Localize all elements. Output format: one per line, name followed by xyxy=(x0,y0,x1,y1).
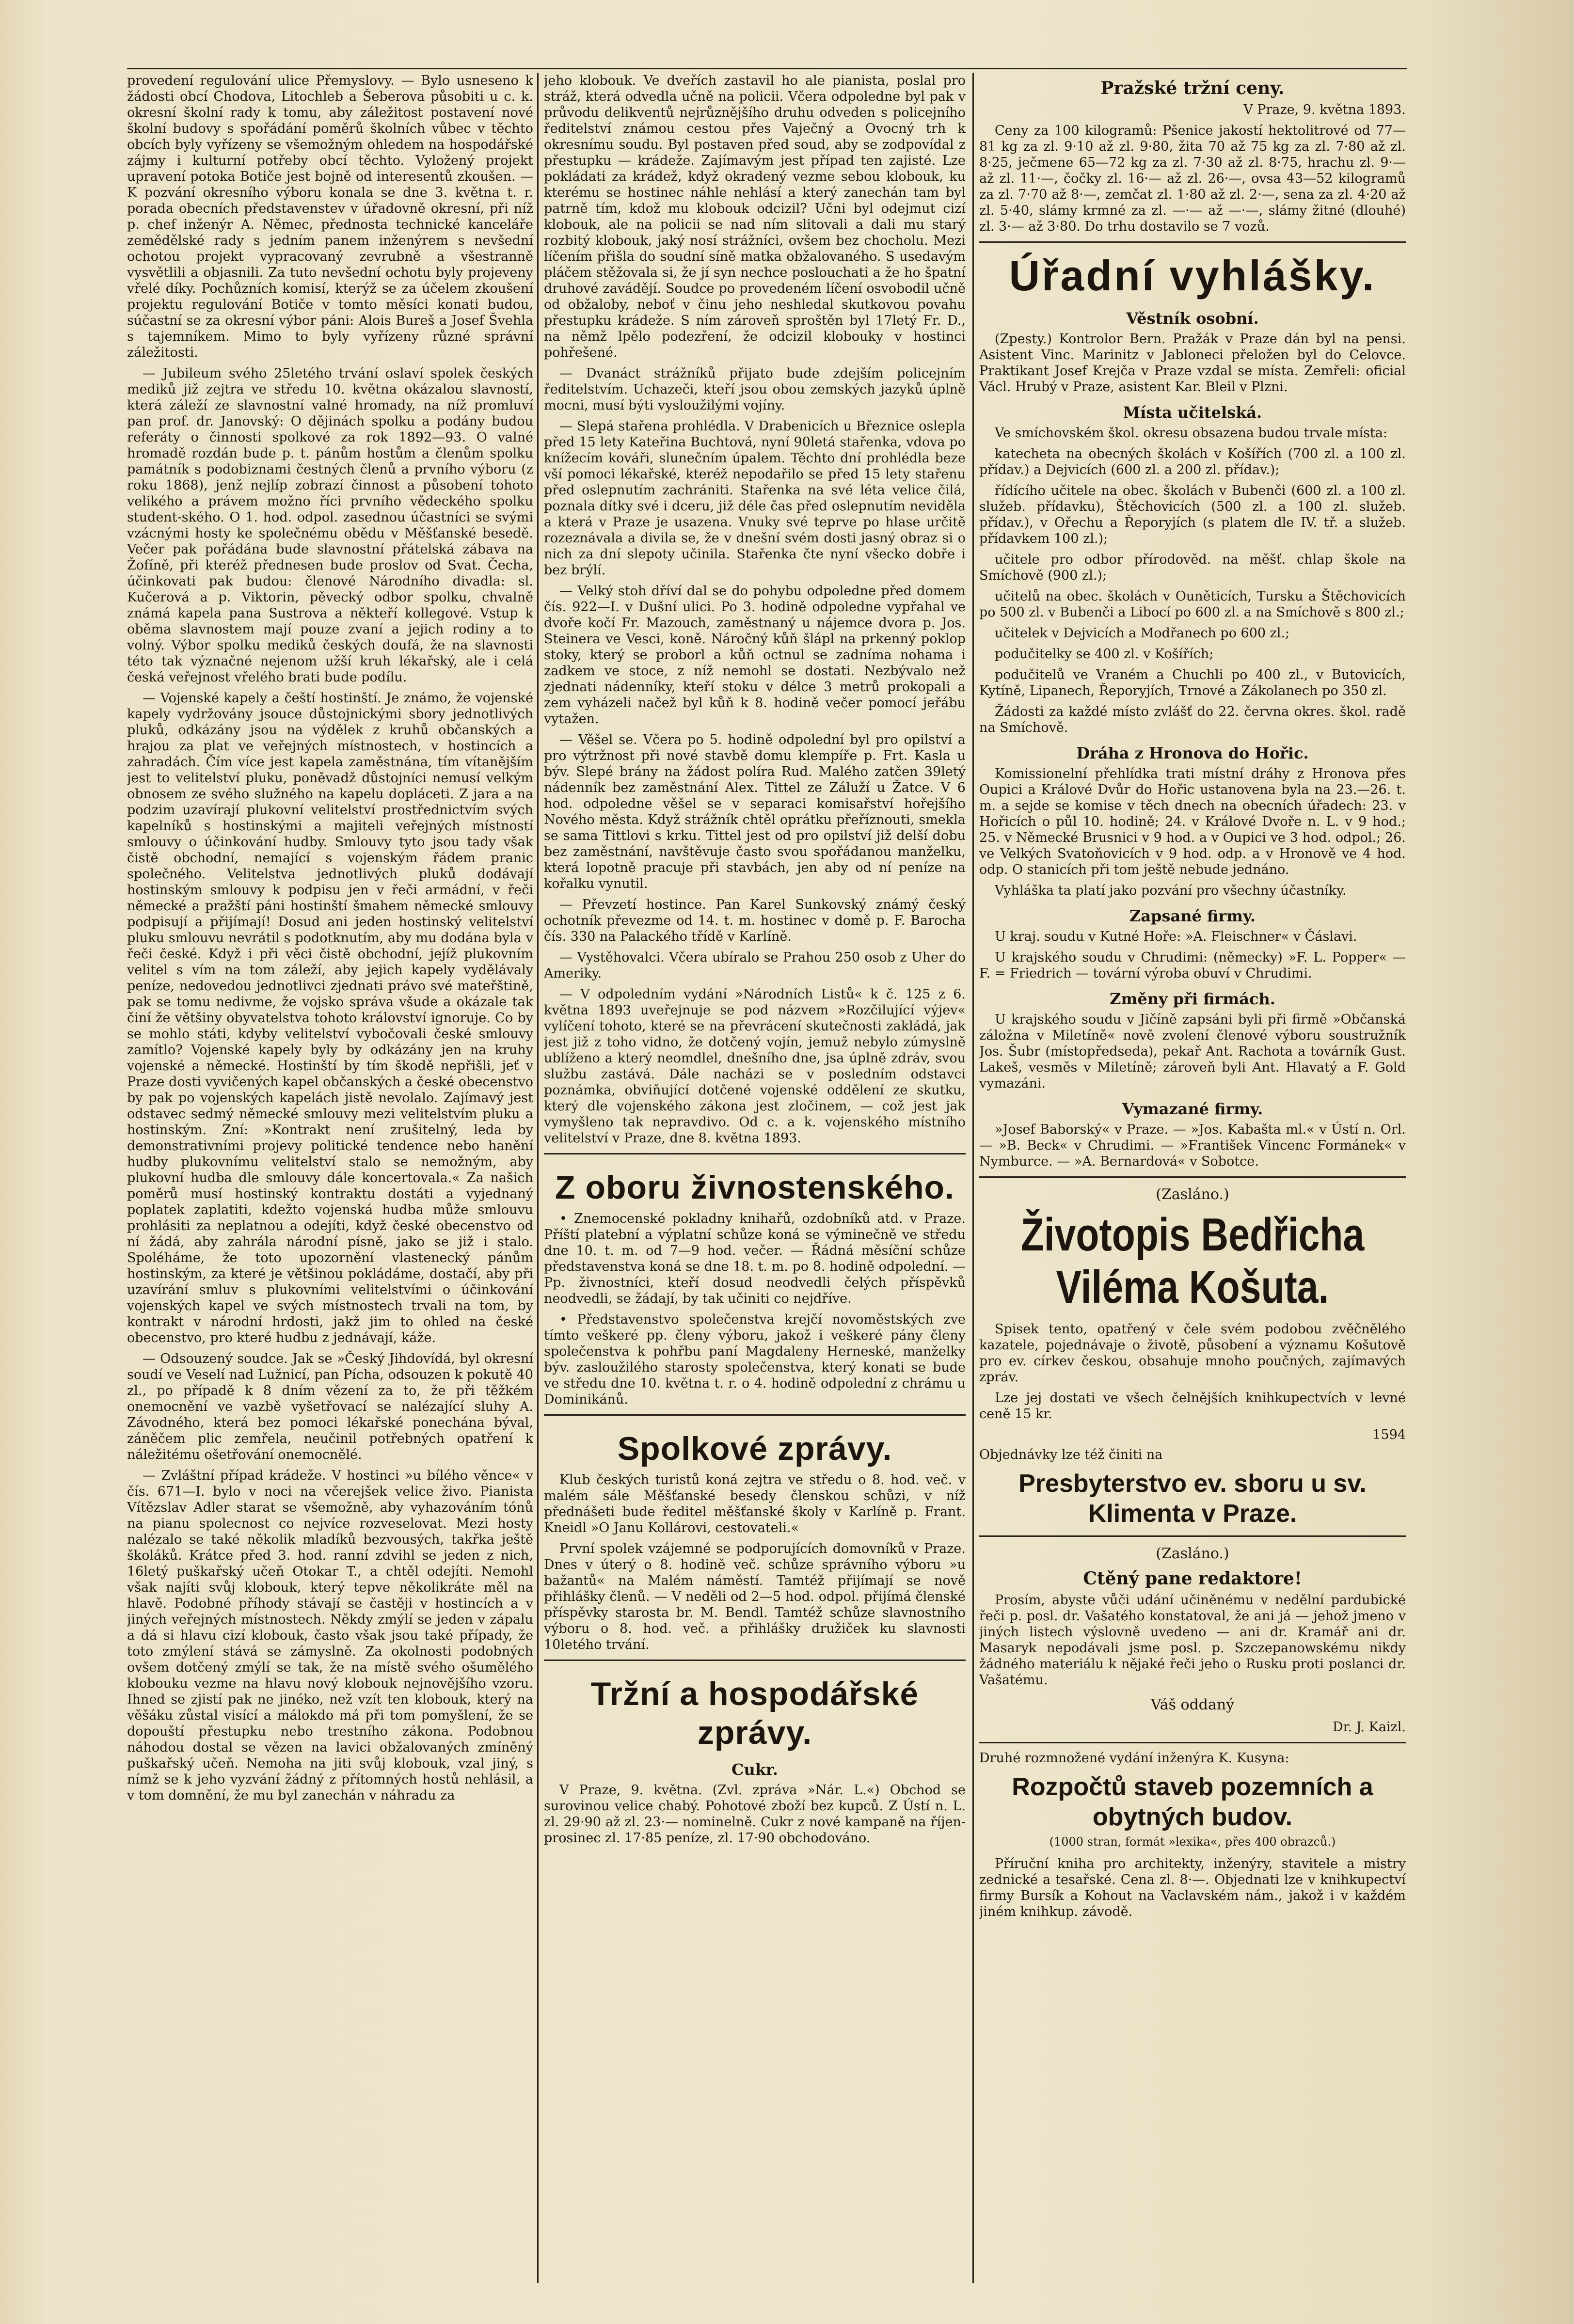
ad-number: 1594 xyxy=(1372,1427,1406,1442)
column-1 xyxy=(127,73,533,2283)
subheading-prices: Pražské tržní ceny. xyxy=(1100,78,1285,98)
subheading-deleted-firms: Vymazané firmy. xyxy=(1122,1100,1263,1118)
section-heading-trades: Z oboru živnostenského. xyxy=(555,1169,954,1206)
section-divider xyxy=(544,1153,966,1154)
column-3 xyxy=(979,73,1406,2283)
ad-text: Lze jej dostati ve všech čelnějších knihkupectvích v levné ceně 15 kr. xyxy=(979,1391,1406,1422)
report-sugar: V Praze, 9. května. (Zvl. zpráva »Nár. L.«) Obchod se surovinou velice chabý. Pohotové zboží bez kupců. Z Ústí n. L. zl. 29·90 až zl. 23·— nominelně. Cukr z nové kampaně na říjen-prosinec zl. 17·85 peníze, zl. 17·90 obchodováno. xyxy=(544,1783,966,1846)
article-inn: — Převzetí hostince. Pan Karel Sunkovský známý český ochotník převezme od 14. t. m. hostinec v domě p. F. Barocha čís. 330 na Palackého třídě v Karlíně. xyxy=(544,897,966,944)
section-divider xyxy=(979,1176,1406,1178)
article-emigrants: — Vystěhovalci. Včera ubíralo se Prahou 250 osob z Uher do Ameriky. xyxy=(544,950,966,981)
notice-janitors: První spolek vzájemné se podporujících domovníků v Praze. Dnes v úterý o 8. hodině več. schůze správního výboru »u bažantů« na Malém náměstí. Tamtéž přijímají se nově přihlášky členů. — V neděli od 2—5 hod. odpol. přijímá členské příspěvky starosta br. M. Bendl. Tamtéž schůze slavnostního výboru o 8. hod. več. a přihlášky družiček ku slavnosti 10letého trvání. xyxy=(544,1541,966,1652)
column-rule xyxy=(537,73,539,2283)
notice-teachers-item: podučitelky se 400 zl. v Košířích; xyxy=(995,647,1214,662)
notice-tourist-club: Klub českých turistů koná zejtra ve středu o 8. hod. več. v malém sále Měšťanské besedy členskou schůzi, v níž přednášeti bude ředitel měšťanské školy v Karlíně p. Frant. Kneidl »O Janu Kollárovi, cestovateli.« xyxy=(544,1472,966,1535)
notice-firm-change: U krajského soudu v Jičíně zapsáni byli při firmě »Občanská záložna v Miletíně« nově zvolení členové výboru soustružník Jos. Šubr (místopředseda), pekař Ant. Rachota a továrník Gust. Lakeš, vesměs v Miletíně; zároveň byli Ant. Hlavatý a F. Gold vymazáni. xyxy=(979,1012,1406,1091)
notice-personnel: (Zpesty.) Kontrolor Bern. Pražák v Praze dán byl na pensi. Asistent Vinc. Marinitz v Jabloneci přeložen byl do Celovce. Praktikant Josef Krejča v Praze vzdal se místa. Zemřeli: oficial Václ. Hrubý v Praze, asistent Kar. Bleil v Plzni. xyxy=(979,332,1406,395)
ad-label: (Zasláno.) xyxy=(1156,1186,1229,1203)
section-heading-market: Tržní a hospodářské zprávy. xyxy=(590,1676,919,1751)
column-2 xyxy=(544,73,966,2283)
notice-teachers: Ve smíchovském škol. okresu obsazena budou trvale místa: xyxy=(995,426,1388,441)
subheading-teachers: Místa učitelská. xyxy=(1123,403,1262,422)
section-heading-societies: Spolkové zprávy. xyxy=(617,1430,892,1467)
notice-teachers-item: učitelek v Dejvicích a Modřanech po 600 zl.; xyxy=(995,626,1290,641)
ad-text: Spisek tento, opatřený v čele svém podobou zvěčnělého kazatele, pojednávaje o životě, působení a významu Košutově pro ev. církev českou, obsahuje mnoho poučných, zajímavých zpráv. xyxy=(979,1322,1406,1385)
section-heading-official: Úřadní vyhlášky. xyxy=(1009,252,1376,300)
ad-heading: Druhé rozmnožené vydání inženýra K. Kusyna: xyxy=(979,1751,1289,1766)
article-hanging: — Věšel se. Včera po 5. hodině odpolední byl pro opilství a pro výtržnost při nové stavbě domu klempíře p. Frt. Kasla u býv. Slepé brány na žádost políra Rud. Malého zatčen 39letý nádenník bez zaměstnání Alex. Tittel ze Záluží u Žatce. V 6 hod. odpoledne věšel se v separaci komisařství hořejšího Nového města. Když strážník chtěl oprátku přeříznouti, smekla se sama Tittlovi s krku. Tittel jest od pro opilství již delší dobu bez zaměstnání, navštěvuje často svou spořádanou manželku, která lopotně pracuje při stavbách, jen aby od ní peníze na kořalku vynutil. xyxy=(544,732,966,891)
subheading-registered-firms: Zapsané firmy. xyxy=(1129,907,1256,925)
article-military-bands: — Vojenské kapely a čeští hostinští. Je známo, že vojenské kapely vydržovány jsouce důstojnickými sbory jednotlivých pluků, odkázány jsou na výdělek z kruhů občanských a hrajou za plat ve veřejných místnostech, v hostincích a zahradách. Čím více jest kapela zaměstnána, tím vítanějším jest to velitelství pluku, poněvadž důstojníci nemusí velkým obnosem ze svého služného na kapelu dopláceti. Z jara a na podzim uzavírají plukovní velitelství prostřednictvím svých kapelníků s hostinskými a majiteli veřejných místností smlouvy o účinkování hudby. Smlouvy tyto jsou tady však čistě obchodní, nemající s vojenským řádem pranic společného. Velitelstva jednotlivých pluků dodávají hostinským smlouvy k podpisu jen v řeči armádní, v řeči německé a pražští páni hostinští šmahem německé smlouvy podpisují a přijímají! Dosud ani jeden hostinský velitelství pluku smlouvu nevrátil s podotknutím, aby mu dodána byla v řeči české. Když i při věci čistě obchodní, jejíž plukovním velitel s vím na tom záleží, aby jejich kapely vydělávaly peníze, nedovedou jednotlivci zjednati právo své mateřštině, pak se tomu nedivme, že vojsko správa všude a okázale tak činí že většiny obyvatelstva tohoto království ignoruje. Co by se mohlo státi, kdyby velitelství vybočovali české smlouvy zamítlo? Vojenské kapely byly by odkázány jen na kruhy vojenské a německé. Hostinští by tím škodě nepřišli, jeť v Praze dosti vyvičených kapel občanských a české obecenstvo by pak po vojenských kapelách jistě nevolalo. Zajímavý jest odstavec sedmý německé smlouvy mezi velitelstvím pluku a hostinským. Zní: »Kontrakt není zrušitelný, leda by demonstrativními projevy politické tendence nebo hanění hudby plukovnímu velitelství stalo se nemožným, aby plukovní hudba dle smlouvy dále koncertovala.« Za našich poměrů musí hostinský kontraktu dostáti a vyjednaný poplatek zaplatiti, kdežto vojenská hudba může smlouvu prohlásiti za neplatnou a odejíti, když české obecenstvo od ní žádá, aby zahrála národní písně, jako se již i stalo. Spoléháme, že toto upozornění vlastenecký pánům hostinským, za které je většinou pokládáme, dostačí, aby při uzavírání smluv s plukovními velitelstvími o účinkování vojenských kapel ve svých místnostech trvali na tom, by kontrakt v národní hrdosti, jakž jim to ohled na české obecenstvo, pro které hudbu z jednávají, káže. xyxy=(127,691,533,1345)
notice-railway-invite: Vyhláška ta platí jako pozvání pro všechny účastníky. xyxy=(995,883,1347,898)
notice-tailors: • Představenstvo společenstva krejčí novoměstských zve tímto veškeré pp. členy výboru, jakož i veškeré pány členy společenstva k pohřbu paní Magdaleny Herneské, manželky býv. zasloužilého starosty společenstva, který konati se bude ve středu dne 10. května t. r. o 4. hodině odpolední z chrámu u Dominikánů. xyxy=(544,1312,966,1407)
subheading-personnel: Věstník osobní. xyxy=(1126,309,1259,328)
letter-salutation: Ctěný pane redaktore! xyxy=(1083,1568,1302,1589)
notice-firm: U krajského soudu v Chrudimi: (německy) »F. L. Popper« — F. = Friedrich — tovární výroba obuví v Chrudimi. xyxy=(979,950,1406,981)
notice-teachers-item: podučitelů ve Vraném a Chuchli po 400 zl., v Butovicích, Kytíně, Lipanech, Řeporyjích, Trnové a Zákolanech po 350 zl. xyxy=(979,667,1406,698)
section-divider xyxy=(979,241,1406,243)
section-divider xyxy=(979,1742,1406,1743)
ad-title-budgets: Rozpočtů staveb pozemních a obytných budov. xyxy=(1012,1773,1373,1831)
notice-sick-fund: • Znemocenské pokladny knihařů, ozdobníků atd. v Praze. Příští platební a výplatní schůze koná se výminečně ve středu dne 10. t. m. od 7—9 hod. večer. — Řádná měsíční schůze představenstva koná se dne 18. t. m. po 8. hodině odpolední. — Pp. živnostníci, kteří dosud neodvedli čelých příspěvků neodvedli, se žádají, by tak učiniti co nejdříve. xyxy=(544,1211,966,1306)
column-rule xyxy=(972,73,974,2283)
article-jubilee: — Jubileum svého 25letého trvání oslaví spolek českých mediků již zejtra ve středu 10. května okázalou slavností, která záleží ze slavnostní valné hromady, na níž promluví pan prof. dr. Janovský: O dějinách spolku a podány budou referáty o činnosti spolkové za rok 1892—93. O valné hromadě rozdán bude p. t. pánům hostům a členům spolku památník s podobiznami čestných členů a prvního výboru (z roku 1868), jenž nejlíp zobrazí činnost a působení tohoto velikého a právem možno říci prvního vědeckého spolku student-ského. O 1. hod. odpol. zasednou účastníci se svými vzácnými hosty ke společnému obědu v Měšťanské besedě. Večer pak pořádána bude slavnostní přátelská zábava na Žofíně, při kteréž přednesen bude proslov od Svat. Čecha, účinkovati pak budou: členové Národního divadla: sl. Kučerová a p. Viktorin, pěvecký odbor spolku, chvalně známá kapela pana Sustrova a někteří kollegové. Vstup k oběma slavnostem mají pouze zvaní a jejich rodiny a to volný. Výbor spolku mediků českých doufá, že na slavnosti této tak význačné nejenom užší kruh lékařský, ale i celá česká veřejnost vřelého brati bude podílu. xyxy=(127,366,533,685)
dateline: V Praze, 9. května 1893. xyxy=(1243,102,1406,117)
notice-teachers-item: učitelů na obec. školách v Ouněticích, Tursku a Štěchovicích po 500 zl. v Bubenči a Libocí po 600 zl. a na Smíchově s 800 zl.; xyxy=(979,589,1406,620)
notice-deleted-firms: »Josef Baborský« v Praze. — »Jos. Kabašta ml.« v Ústí n. Orl. — »B. Beck« v Chrudimi. — »František Vincenc Formánek« v Nymburce. — »A. Bernardová« v Sobotce. xyxy=(979,1122,1406,1169)
notice-teachers-item: učitele pro odbor přírodověd. na měšť. chlap škole na Smíchově (900 zl.); xyxy=(979,552,1406,583)
section-divider xyxy=(544,1660,966,1661)
subheading-firm-changes: Změny při firmách. xyxy=(1110,990,1275,1008)
ad-text: Příruční kniha pro architekty, inženýry, stavitele a mistry zednické a tesařské. Cena zl. 8·—. Objednati lze v knihkupectví firmy Bursík a Kohout na Vaclavském nám., jakož i v každém jiném knihkup. závodě. xyxy=(979,1856,1406,1919)
article-text: provedení regulování ulice Přemyslovy. — Bylo usneseno k žádosti obcí Chodova, Litochleb a Šeberova působiti u c. k. okresní školní rady k tomu, aby záležitost postavení nové školní budovy s spořádání poměrů školních vůbec v těchto obcích byly vyřízeny se všemožným ohledem na hospodářské zájmy i kulturní potřeby obcí těchto. Vyložený projekt upravení potoka Botiče jest bojně od interesentů zkoušen. — K pozvání okresního výboru konala se dne 3. května t. r. porada obecních představenstev v úřadovně okresní, při níž p. chef inženýr A. Němec, přednosta technické kanceláře zemědělské rady s jedním panem inženýrem s nevšední ochotou projekt vypracovaný zevrubně a všestranně vysvětlili a objasnili. Za tuto nevšední ochotu byly projeveny vřelé díky. Pochůzních komisí, kterýž se za účelem zkoušení projektu regulování Botiče v tomto měsíci konati budou, súčastní se za okresní výbor páni: Alois Bureš a Josef Švehla s tajemníkem. Mimo to byly vyřízeny různé správní záležitosti. xyxy=(127,73,533,360)
ad-presbytery: Presbyterstvo ev. sboru u sv. Klimenta v Praze. xyxy=(1018,1470,1367,1528)
report-prices: Ceny za 100 kilogramů: Pšenice jakostí hektolitrové od 77—81 kg za zl. 9·10 až zl. 9·80, žita 70 až 75 kg za zl. 7·80 až zl. 8·25, ječmene 65—72 kg za zl. 7·30 až zl. 8·75, hrachu zl. 9·— až zl. 11·—, čočky zl. 16·— až zl. 26·—, ovsa 43—52 kilogramů za zl. 7·70 až 8·—, zemčat zl. 1·80 až zl. 2·—, sena za zl. 4·20 až zl. 5·40, slámy krmné za zl. —·— až —·—, slámy žitné (dlouhé) zl. 3·— až 3·80. Do trhu dostavilo se 7 vozů. xyxy=(979,123,1406,234)
article-horse: — Velký stoh dříví dal se do pohybu odpoledne před domem čís. 922—I. v Dušní ulici. Po 3. hodině odpoledne vypřahal ve dvoře kočí Fr. Mazouch, zaměstnaný u nájemce dvora p. Jos. Steinera ve Vesci, koně. Náročný kůň šlápl na prkenný poklop stoky, který se proborl a kůň octnul se zadníma nohama i zadkem ve stoce, z níž nemohl se dostati. Nezbývalo než zjednati nádenníky, kteří stoku v délce 3 metrů prokopali a zem vyházeli načež byl kůň k 8. hodině večer pomocí jeřábu vytažen. xyxy=(544,584,966,727)
article-theft: — Zvláštní případ krádeže. V hostinci »u bílého věnce« v čís. 671—I. bylo v noci na včerejšek velice živo. Pianista Vítězslav Adler starat se všemožně, aby vyhazováním tónů na pianu spolecnost co nejvíce rozveselovat. Mezi hosty nalézalo se také několik mladíků bezvousých, takřka ještě školáků. Krátce před 3. hod. ranní zdvihl se jeden z nich, 16letý puškařský učeň Otokar T., a chtěl odejíti. Nemohl však najíti svůj klobouk, který tepve několikráte měl na hlavě. Podobné příhody stávají se častěji v hostincích a v jiných veřejných místnostech. Někdy zmýlí se jeden v zápalu a dá si hlavu cizí klobouk, často však jsou také případy, že toto zmýlení stává se zámyslně. Za okolnosti podobných ovšem dotčený zmýlí se tak, že na místě svého ošumělého klobouku vezme na hlavu nový klobouk nejnovějšího vzoru. Ihned se zjistí pak ne jinéko, než vzít ten klobouk, který na věšáku zůstal visící a málokdo má při tom pomyšlení, že se dopouští přestupku nebo trestního zákona. Podobnou náhodou dostal se vězen na lavici obžalovaných zmíněný puškařský učeň. Nemoha na jiti svůj klobouk, vzal jiný, s nímž se k jeho vyzvání žádný z přítomných hostů nehlásil, a v tom domnění, že mu byl zanechán v náhradu za xyxy=(127,1468,533,1803)
notice-firm: U kraj. soudu v Kutné Hoře: »A. Fleischner« v Čáslavi. xyxy=(995,929,1357,944)
ad-title-biography: Životopis Bedřicha Viléma Košuta. xyxy=(1020,1209,1365,1313)
top-rule xyxy=(127,68,1407,69)
letter-closing: Váš oddaný xyxy=(1150,1696,1235,1713)
notice-railway: Komissionelní přehlídka trati místní dráhy z Hronova přes Oupici a Králové Dvůr do Hořic ustanovena byla na 23.—26. t. m. a sejde se komise v těch dnech na obecních úřadech: 23. v Hořicích o půl 10. hodině; 24. v Králové Dvoře n. L. v 9 hod.; 25. v Německé Brusnici v 9 hod. a v Oupici ve 3 hod. odpol.; 26. ve Velkých Svatoňovicích v 9 hod. odp. a v Hronově ve 4 hod. odp. O stanicích při tom ještě nebude jednáno. xyxy=(979,766,1406,877)
subheading-sugar: Cukr. xyxy=(731,1760,778,1779)
article-blind-woman: — Slepá stařena prohlédla. V Drabenicích u Březnice oslepla před 15 lety Kateřina Buchtová, nyní 90letá stařenka, vdova po knížecím kováři, slunečním úpalem. Těchto dní prohlédla beze vší pomoci lékařské, kteréž nepodařilo se před 15 lety stařenu před oslepnutím zachrániti. Stařenka na své léta velice čilá, poznala dítky své i dceru, již déle čas před oslepnutím neviděla a která v Praze je usazena. Vnuky své teprve po hlase určitě rozeznávala a divila se, že v dnešní svém dosti jasný obraz si o nich za dní slepoty učinila. Stařenka čte nyní všecko dobře i bez brýlí. xyxy=(544,419,966,578)
section-divider xyxy=(544,1414,966,1416)
letter-signature: Dr. J. Kaizl. xyxy=(1333,1720,1406,1735)
subheading-railway: Dráha z Hronova do Hořic. xyxy=(1076,744,1309,762)
notice-teachers-deadline: Žádosti za každé místo zvlášť do 22. června okres. škol. radě na Smíchově. xyxy=(979,704,1406,735)
article-judge: — Odsouzený soudce. Jak se »Český Jihdovídá, byl okresní soudí ve Veselí nad Lužnicí, pan Pícha, odsouzen k pokutě 40 zl., po případě k 8 dním vězení za to, že při těžkém onemocnění ve vazbě vyšetřovací se nalézající sluhy A. Závodného, která bez pomoci lékařské ponechána býval, záněčem plic zemřela, neučinil potřebných opatření k náležitému ošetřování onemocnělé. xyxy=(127,1351,533,1462)
ad-text: Objednávky lze též činiti na xyxy=(979,1447,1163,1462)
article-theft-cont: jeho klobouk. Ve dveřích zastavil ho ale pianista, poslal pro stráž, která odvedla učně na policii. Včera odpoledne byl pak v průvodu delikventů nejrůznějšího druhu odveden s policejního ředitelství známou cestou přes Vaječný a Ovocný trh k okresnímu soudu. Byl postaven před soud, aby se zodpovídal z přestupku — krádeže. Zajímavým jest případ ten zajisté. Lze pokládati za krádež, když okradený vezme sebou klobouk, ku kterému se hostinec náhle nehlásí a který zanechán tam byl patrně tím, kdož mu klobouk odcizil? Učni byl odejmut cizí klobouk, ale na policii se nad ním slitovali a dali mu starý rozbitý klobouk, jaký nosí strážníci, ovšem bez chocholu. Mezi líčením přišla do soudní síně matka obžalovaného. S usedavým pláčem stěžovala si, že jí syn nechce poslouchati a že ho špatní druhové zavádějí. Soudce po provedeném líčení osvobodil učně od obžaloby, neboť v činu jeho neshledal skutkovou povahu přestupku krádeže. S ním zároveň sproštěn byl 17letý Fr. D., na němž lpělo podezření, že odcizil klobouky v hostinci pohřešené. xyxy=(544,73,966,360)
notice-teachers-item: katecheta na obecných školách v Košířích (700 zl. a 100 zl. přídav.) a Dejvicích (600 zl. a 200 zl. přídav.); xyxy=(979,446,1406,477)
article-policemen: — Dvanáct strážníků přijato bude zdejším policejním ředitelstvím. Uchazeči, kteří jsou obou zemských jazyků úplně mocni, musí býti vysloužilými vojíny. xyxy=(544,366,966,413)
paper-edge-shadow xyxy=(1429,0,1574,2324)
notice-teachers-item: řídícího učitele na obec. školách v Bubenči (600 zl. a 100 zl. služeb. přídavku), Štěchovicích (500 zl. a 100 zl. služeb. přídav.), v Ořechu a Řeporyjích (s platem dle IV. tř. a služeb. přídavkem 100 zl.); xyxy=(979,483,1406,546)
section-divider xyxy=(979,1535,1406,1537)
ad-details: (1000 stran, formát »lexika«, přes 400 obrazců.) xyxy=(1049,1835,1336,1849)
article-correction: — V odpoledním vydání »Národních Listů« k č. 125 z 6. května 1893 uveřejnuje se pod názvem »Rozčilující výjev« vylíčení tohoto, které se na převrácení skutečnosti zakládá, jak jest již z toho vidno, že dotčený vojín, jemuž nebylo zúmyslně ublíženo a který neomdlel, dnešního dne, jsa úplně zdráv, svou službu zastává. Dále nacházi se v posledním odstavci poznámka, obviňující dotčené vojenské oddělení ze skutku, který dle vojenského zákona jest zločinem, — což jest jak vymyšleno tak nepravdivo. Od c. a k. vojenského místního velitelství v Praze, dne 8. května 1893. xyxy=(544,987,966,1146)
ad-label: (Zasláno.) xyxy=(1156,1545,1229,1562)
letter-body: Prosím, abyste vůči udání učiněnému v nedělní pardubické řeči p. posl. dr. Vašatého konstatoval, že ani já — jehož jmeno v jiných listech výslovně uvedeno — ani dr. Kramář ani dr. Masaryk nepodávali jsme posl. p. Szczepanowskému nikdy žádného materiálu k nějaké řeči jeho o Rusku proti poslanci dr. Vašatému. xyxy=(979,1593,1406,1688)
